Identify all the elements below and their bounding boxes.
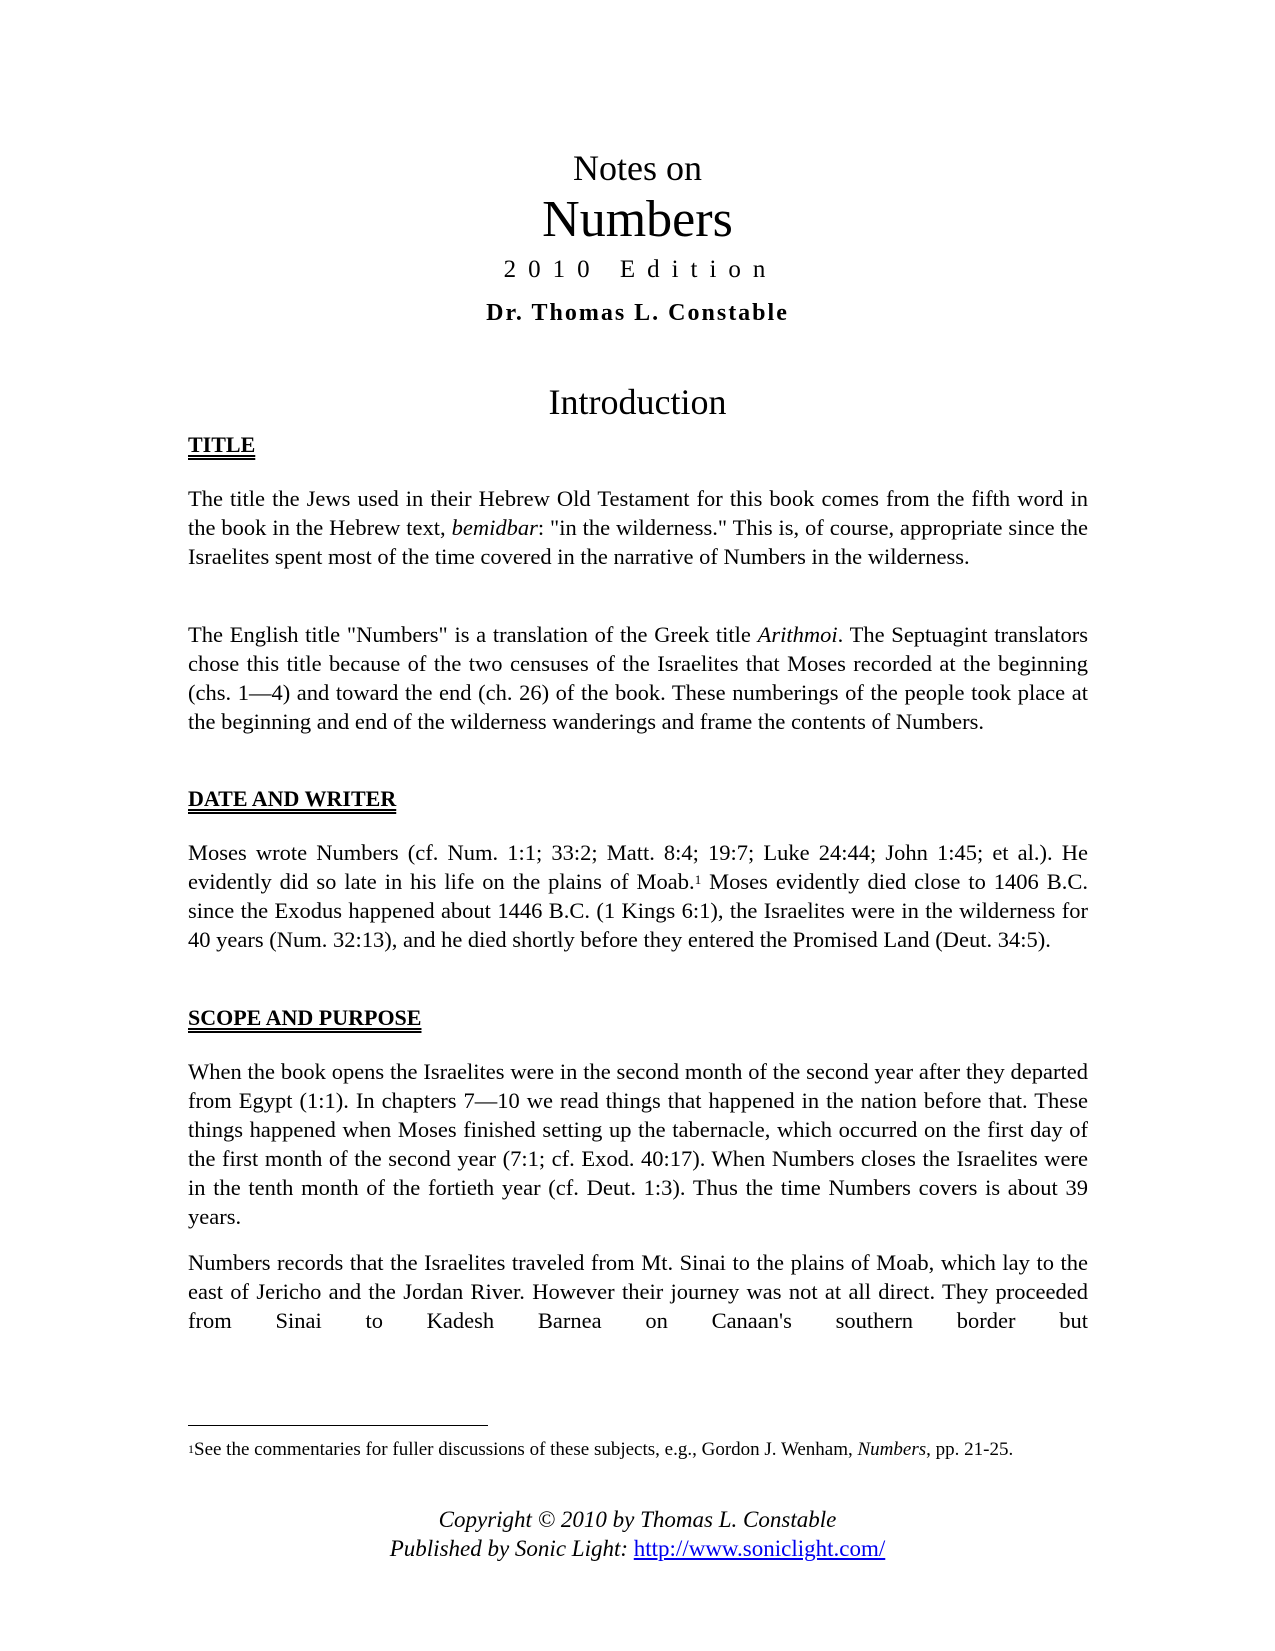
website-link[interactable]: http://www.soniclight.com/ bbox=[633, 1536, 886, 1561]
date-paragraph-1 bbox=[188, 838, 1088, 954]
author-name: Dr. Thomas L. Constable bbox=[486, 300, 789, 326]
footnote bbox=[188, 1438, 1088, 1462]
scope-paragraph-1 bbox=[188, 1057, 1088, 1231]
book-title: Numbers bbox=[542, 191, 733, 248]
section-title bbox=[188, 430, 1088, 459]
copyright-line: Copyright © 2010 by Thomas L. Constable bbox=[438, 1507, 837, 1532]
text-run: . The Septuagint translators chose this title because of the two censuses of the Israelites that Moses recorded at the beginning (chs. 1—4) and toward the end (ch. 26) of the book. These numberings of the people took place at the beginning and end of the wilderness wanderings and frame the contents of Numbers. bbox=[188, 622, 1088, 734]
edition-label: 2010 Edition bbox=[503, 256, 778, 283]
italic-term: bemidbar bbox=[451, 515, 538, 540]
footnote-text: , pp. 21-25. bbox=[926, 1439, 1014, 1460]
footnote-ref[interactable]: 1 bbox=[694, 872, 702, 887]
published-label: Published by Sonic Light: bbox=[389, 1536, 634, 1561]
title-paragraph-1 bbox=[188, 484, 1088, 571]
footnote-number: 1 bbox=[188, 1442, 194, 1456]
scope-paragraph-2 bbox=[188, 1248, 1088, 1335]
introduction-heading: Introduction bbox=[548, 382, 727, 422]
notes-on-label: Notes on bbox=[573, 148, 702, 188]
section-heading-title: TITLE bbox=[188, 432, 256, 457]
section-heading-scope: SCOPE AND PURPOSE bbox=[188, 1005, 422, 1030]
section-heading-date: DATE AND WRITER bbox=[188, 786, 397, 811]
text-run: : "in the wilderness." This is, of course, appropriate since the Israelites spent most of the time covered in the narrative of Numbers in the wilderness. bbox=[188, 515, 1088, 569]
italic-term: Arithmoi bbox=[757, 622, 838, 647]
footnote-divider bbox=[188, 1425, 488, 1426]
footnote-italic: Numbers bbox=[857, 1439, 927, 1460]
title-paragraph-2 bbox=[188, 620, 1088, 736]
section-date bbox=[188, 784, 1088, 813]
paragraph-text: When the book opens the Israelites were in the second month of the second year after they departed from Egypt (1:1). In chapters 7—10 we read things that happened in the nation before that. These things happened when Moses finished setting up the tabernacle, which occurred on the first day of the first month of the second year (7:1; cf. Exod. 40:17). When Numbers closes the Israelites were in the tenth month of the fortieth year (cf. Deut. 1:3). Thus the time Numbers covers is about 39 years. bbox=[188, 1059, 1088, 1229]
text-run: Moses evidently died close to 1406 B.C. since the Exodus happened about 1446 B.C. (1 Kings 6:1), the Israelites were in the wilderness for 40 years (Num. 32:13), and he died shortly before they entered the Promised Land (Deut. 34:5). bbox=[188, 869, 1089, 952]
section-scope bbox=[188, 1003, 1088, 1032]
text-run: Moses wrote Numbers (cf. Num. 1:1; 33:2; Matt. 8:4; 19:7; Luke 24:44; John 1:45; et al.). He evidently did so late in his life on the plains of Moab. bbox=[188, 840, 1088, 894]
text-run: The English title "Numbers" is a translation of the Greek title bbox=[188, 622, 758, 647]
footnote-text: See the commentaries for fuller discussions of these subjects, e.g., Gordon J. Wenham, bbox=[194, 1439, 858, 1460]
published-line bbox=[0, 1534, 1275, 1563]
paragraph-text: Numbers records that the Israelites traveled from Mt. Sinai to the plains of Moab, which lay to the east of Jericho and the Jordan River. However their journey was not at all direct. They proceeded from Sinai to Kadesh Barnea on Canaan's southern border but bbox=[188, 1250, 1088, 1333]
text-run: The title the Jews used in their Hebrew Old Testament for this book comes from the fifth word in the book in the Hebrew text, bbox=[188, 486, 1088, 540]
